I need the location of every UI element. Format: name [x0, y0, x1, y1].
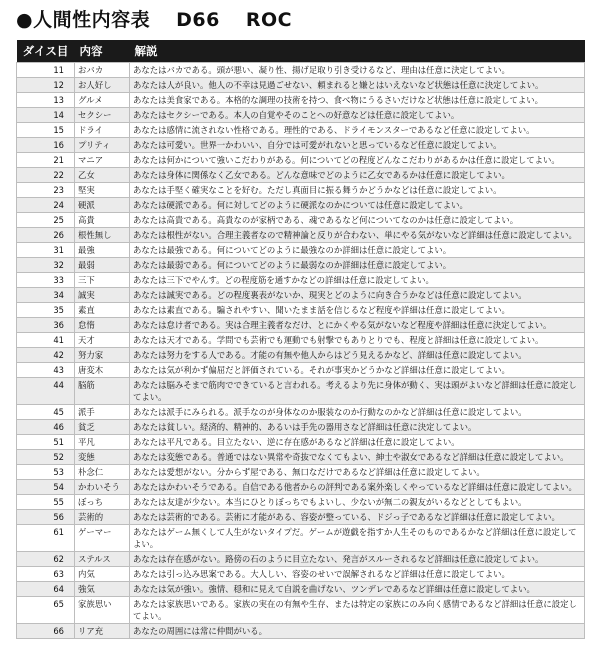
row-description: あなたは人が良い。他人の不幸は見過ごせない、頼まれると嫌とはいえないなど状態は任意に決定してよい。 — [130, 78, 585, 93]
header-dice: ダイス目 — [17, 40, 75, 63]
row-description: あなたは脳みそまで筋肉でできていると言われる。考えるより先に身体が動く、実は頭がよいなど詳細は任意に設定してよい。 — [130, 378, 585, 405]
table-row — [17, 582, 585, 597]
row-description: あなたは根性がない。合理主義者なので精神論と反りが合わない、単にやる気がないなど詳細は任意に設定してよい。 — [130, 228, 585, 243]
row-number: 23 — [17, 183, 75, 198]
row-number: 65 — [17, 597, 75, 624]
table-row — [17, 435, 585, 450]
row-content: ステルス — [75, 552, 130, 567]
row-description: あなたは努力をする人である。才能の有無や他人からはどう見えるかなど、詳細は任意に設定してよい。 — [130, 348, 585, 363]
table-row — [17, 168, 585, 183]
table-row — [17, 78, 585, 93]
row-content: 高貴 — [75, 213, 130, 228]
row-description: あなたはセクシーである。本人の自覚やそのことへの好意などは任意に設定してよい。 — [130, 108, 585, 123]
row-content: ゲーマー — [75, 525, 130, 552]
table-row — [17, 108, 585, 123]
row-content: 唐変木 — [75, 363, 130, 378]
table-row — [17, 288, 585, 303]
row-content: 脳筋 — [75, 378, 130, 405]
row-description: あなたは気が強い。強情、穏和に見えて自説を曲げない、ツンデレであるなど詳細は任意に設定してよい。 — [130, 582, 585, 597]
row-description: あなたはバカである。頭が悪い、凝り性、揚げ足取り引き受けるなど、理由は任意に決定してよい。 — [130, 63, 585, 78]
row-description: あなたは家族思いである。家族の実在の有無や生存、または特定の家族にのみ向く感情であるなど詳細は任意に設定してよい。 — [130, 597, 585, 624]
row-description: あなたは芸術的である。芸術に才能がある、容姿が整っている、ドジっ子であるなど詳細は任意に設定してよい。 — [130, 510, 585, 525]
row-description: あなたは貧しい。経済的、精神的、あるいは手先の器用さなど詳細は任意に決定してよい。 — [130, 420, 585, 435]
row-number: 66 — [17, 624, 75, 639]
table-row — [17, 405, 585, 420]
row-number: 11 — [17, 63, 75, 78]
table-row — [17, 450, 585, 465]
row-description: あなたは手堅く確実なことを好む。ただし真面目に振る舞うかどうかなどは任意に設定してよい。 — [130, 183, 585, 198]
row-number: 22 — [17, 168, 75, 183]
row-description: あなたは派手にみられる。派手なのが身体なのか服装なのか行動なのかなど詳細は任意に設定してよい。 — [130, 405, 585, 420]
table-row — [17, 510, 585, 525]
row-content: おバカ — [75, 63, 130, 78]
row-description: あなたは身体に関係なく乙女である。どんな意味でどのように乙女であるかは任意に設定してよい。 — [130, 168, 585, 183]
title-system: ROC — [245, 9, 293, 31]
row-content: 最強 — [75, 243, 130, 258]
table-row — [17, 420, 585, 435]
table-row — [17, 363, 585, 378]
table-row — [17, 243, 585, 258]
row-description: あなたは感情に流されない性格である。理性的である、ドライモンスターであるなど任意に設定してよい。 — [130, 123, 585, 138]
table-row — [17, 318, 585, 333]
row-description: あなたは友達が少ない。本当にひとりぼっちでもよいし、少ないが無二の親友がいるなどとしてもよい。 — [130, 495, 585, 510]
row-content: 家族思い — [75, 597, 130, 624]
row-description: あなたは天才である。学問でも芸術でも運動でも射撃でもありとりでも、程度と詳細は任意に設定してよい。 — [130, 333, 585, 348]
table-row — [17, 213, 585, 228]
row-number: 52 — [17, 450, 75, 465]
table-row — [17, 123, 585, 138]
row-number: 31 — [17, 243, 75, 258]
row-content: 芸術的 — [75, 510, 130, 525]
row-content: 三下 — [75, 273, 130, 288]
row-description: あなたの周囲には常に仲間がいる。 — [130, 624, 585, 639]
table-row — [17, 333, 585, 348]
row-description: あなたは可愛い。世界一かわいい、自分では可愛がれないと思っているなど任意に設定してよい。 — [130, 138, 585, 153]
row-number: 53 — [17, 465, 75, 480]
row-number: 25 — [17, 213, 75, 228]
row-description: あなたは高貴である。高貴なのが家柄である、魂であるなど何についてなのかは任意に設定してよい。 — [130, 213, 585, 228]
row-description: あなたは気が利かず偏屈だと評価されている。それが事実かどうかなど詳細は任意に設定してよい。 — [130, 363, 585, 378]
row-content: ぼっち — [75, 495, 130, 510]
personality-table — [16, 40, 585, 639]
table-row — [17, 552, 585, 567]
table-header — [17, 40, 585, 63]
row-content: 派手 — [75, 405, 130, 420]
table-body — [17, 63, 585, 639]
row-number: 34 — [17, 288, 75, 303]
table-row — [17, 138, 585, 153]
row-number: 13 — [17, 93, 75, 108]
row-content: セクシー — [75, 108, 130, 123]
row-number: 62 — [17, 552, 75, 567]
row-number: 45 — [17, 405, 75, 420]
row-number: 61 — [17, 525, 75, 552]
row-number: 33 — [17, 273, 75, 288]
row-number: 41 — [17, 333, 75, 348]
row-number: 14 — [17, 108, 75, 123]
row-description: あなたは素直である。騙されやすい、聞いたまま話を信じるなど程度や詳細は任意に設定してよい。 — [130, 303, 585, 318]
row-number: 42 — [17, 348, 75, 363]
row-content: かわいそう — [75, 480, 130, 495]
row-content: 最弱 — [75, 258, 130, 273]
table-row — [17, 93, 585, 108]
row-number: 36 — [17, 318, 75, 333]
row-content: グルメ — [75, 93, 130, 108]
row-content: 誠実 — [75, 288, 130, 303]
table-row — [17, 525, 585, 552]
row-content: 朴念仁 — [75, 465, 130, 480]
row-number: 56 — [17, 510, 75, 525]
row-content: お人好し — [75, 78, 130, 93]
row-number: 63 — [17, 567, 75, 582]
row-description: あなたは最強である。何についてどのように最強なのか詳細は任意に設定してよい。 — [130, 243, 585, 258]
row-description: あなたは最弱である。何についてどのように最弱なのか詳細は任意に設定してよい。 — [130, 258, 585, 273]
row-content: 強気 — [75, 582, 130, 597]
row-content: 素直 — [75, 303, 130, 318]
row-description: あなたは硬派である。何に対してどのように硬派なのかについては任意に設定してよい。 — [130, 198, 585, 213]
row-description: あなたは変態である。普通ではない異常や奇抜でなくてもよい、紳士や淑女であるなど詳細は任意に設定してよい。 — [130, 450, 585, 465]
row-number: 44 — [17, 378, 75, 405]
row-content: 貧乏 — [75, 420, 130, 435]
row-number: 32 — [17, 258, 75, 273]
row-content: 堅実 — [75, 183, 130, 198]
row-content: マニア — [75, 153, 130, 168]
table-row — [17, 378, 585, 405]
row-description: あなたは愛想がない。分からず屋である、無口なだけであるなど詳細は任意に設定してよい。 — [130, 465, 585, 480]
row-content: 平凡 — [75, 435, 130, 450]
row-content: ドライ — [75, 123, 130, 138]
row-description: あなたは三下でやんす。どの程度筋を通すかなどの詳細は任意に設定してよい。 — [130, 273, 585, 288]
page-title — [16, 8, 586, 34]
row-number: 55 — [17, 495, 75, 510]
row-content: 内気 — [75, 567, 130, 582]
table-row — [17, 273, 585, 288]
header-content: 内容 — [75, 40, 130, 63]
table-row — [17, 495, 585, 510]
row-number: 64 — [17, 582, 75, 597]
row-description: あなたは美食家である。本格的な調理の技術を持つ、食べ物にうるさいだけなど状態は任意に設定してよい。 — [130, 93, 585, 108]
row-description: あなたはゲーム無くして人生がないタイプだ。ゲームが遊戯を指すか人生そのものであるかなど詳細は任意に設定してよい。 — [130, 525, 585, 552]
row-description: あなたは何かについて強いこだわりがある。何についてどの程度どんなこだわりがあるかは任意に設定してよい。 — [130, 153, 585, 168]
row-number: 21 — [17, 153, 75, 168]
row-content: 怠惰 — [75, 318, 130, 333]
table-row — [17, 567, 585, 582]
row-content: 乙女 — [75, 168, 130, 183]
row-description: あなたは引っ込み思案である。大人しい、容姿のせいで誤解されるなど詳細は任意に設定してよい。 — [130, 567, 585, 582]
row-description: あなたは存在感がない。路傍の石のように目立たない、発言がスルーされるなど詳細は任意に設定してよい。 — [130, 552, 585, 567]
table-row — [17, 348, 585, 363]
title-main: ●人間性内容表 — [16, 9, 151, 31]
row-description: あなたは平凡である。目立たない、逆に存在感があるなど詳細は任意に設定してよい。 — [130, 435, 585, 450]
header-desc: 解説 — [130, 40, 585, 63]
table-row — [17, 624, 585, 639]
table-row — [17, 228, 585, 243]
table-row — [17, 198, 585, 213]
row-content: リア充 — [75, 624, 130, 639]
row-content: プリティ — [75, 138, 130, 153]
table-row — [17, 597, 585, 624]
table-row — [17, 153, 585, 168]
row-content: 根性無し — [75, 228, 130, 243]
row-number: 54 — [17, 480, 75, 495]
row-number: 46 — [17, 420, 75, 435]
row-number: 16 — [17, 138, 75, 153]
row-content: 天才 — [75, 333, 130, 348]
title-dice: D66 — [176, 9, 220, 31]
table-row — [17, 258, 585, 273]
row-content: 硬派 — [75, 198, 130, 213]
row-number: 26 — [17, 228, 75, 243]
row-number: 12 — [17, 78, 75, 93]
row-number: 35 — [17, 303, 75, 318]
table-row — [17, 303, 585, 318]
row-description: あなたは怠け者である。実は合理主義者なだけ、とにかくやる気がないなど程度や詳細は任意に決定してよい。 — [130, 318, 585, 333]
row-number: 24 — [17, 198, 75, 213]
table-row — [17, 480, 585, 495]
table-row — [17, 183, 585, 198]
row-number: 43 — [17, 363, 75, 378]
row-content: 変態 — [75, 450, 130, 465]
table-row — [17, 63, 585, 78]
row-number: 51 — [17, 435, 75, 450]
row-content: 努力家 — [75, 348, 130, 363]
row-description: あなたは誠実である。どの程度裏表がないか、現実とどのように向き合うかなどは任意に設定してよい。 — [130, 288, 585, 303]
row-number: 15 — [17, 123, 75, 138]
table-row — [17, 465, 585, 480]
row-description: あなたはかわいそうである。自信である他者からの評判である案外楽しくやっているなど詳細は任意に設定してよい。 — [130, 480, 585, 495]
